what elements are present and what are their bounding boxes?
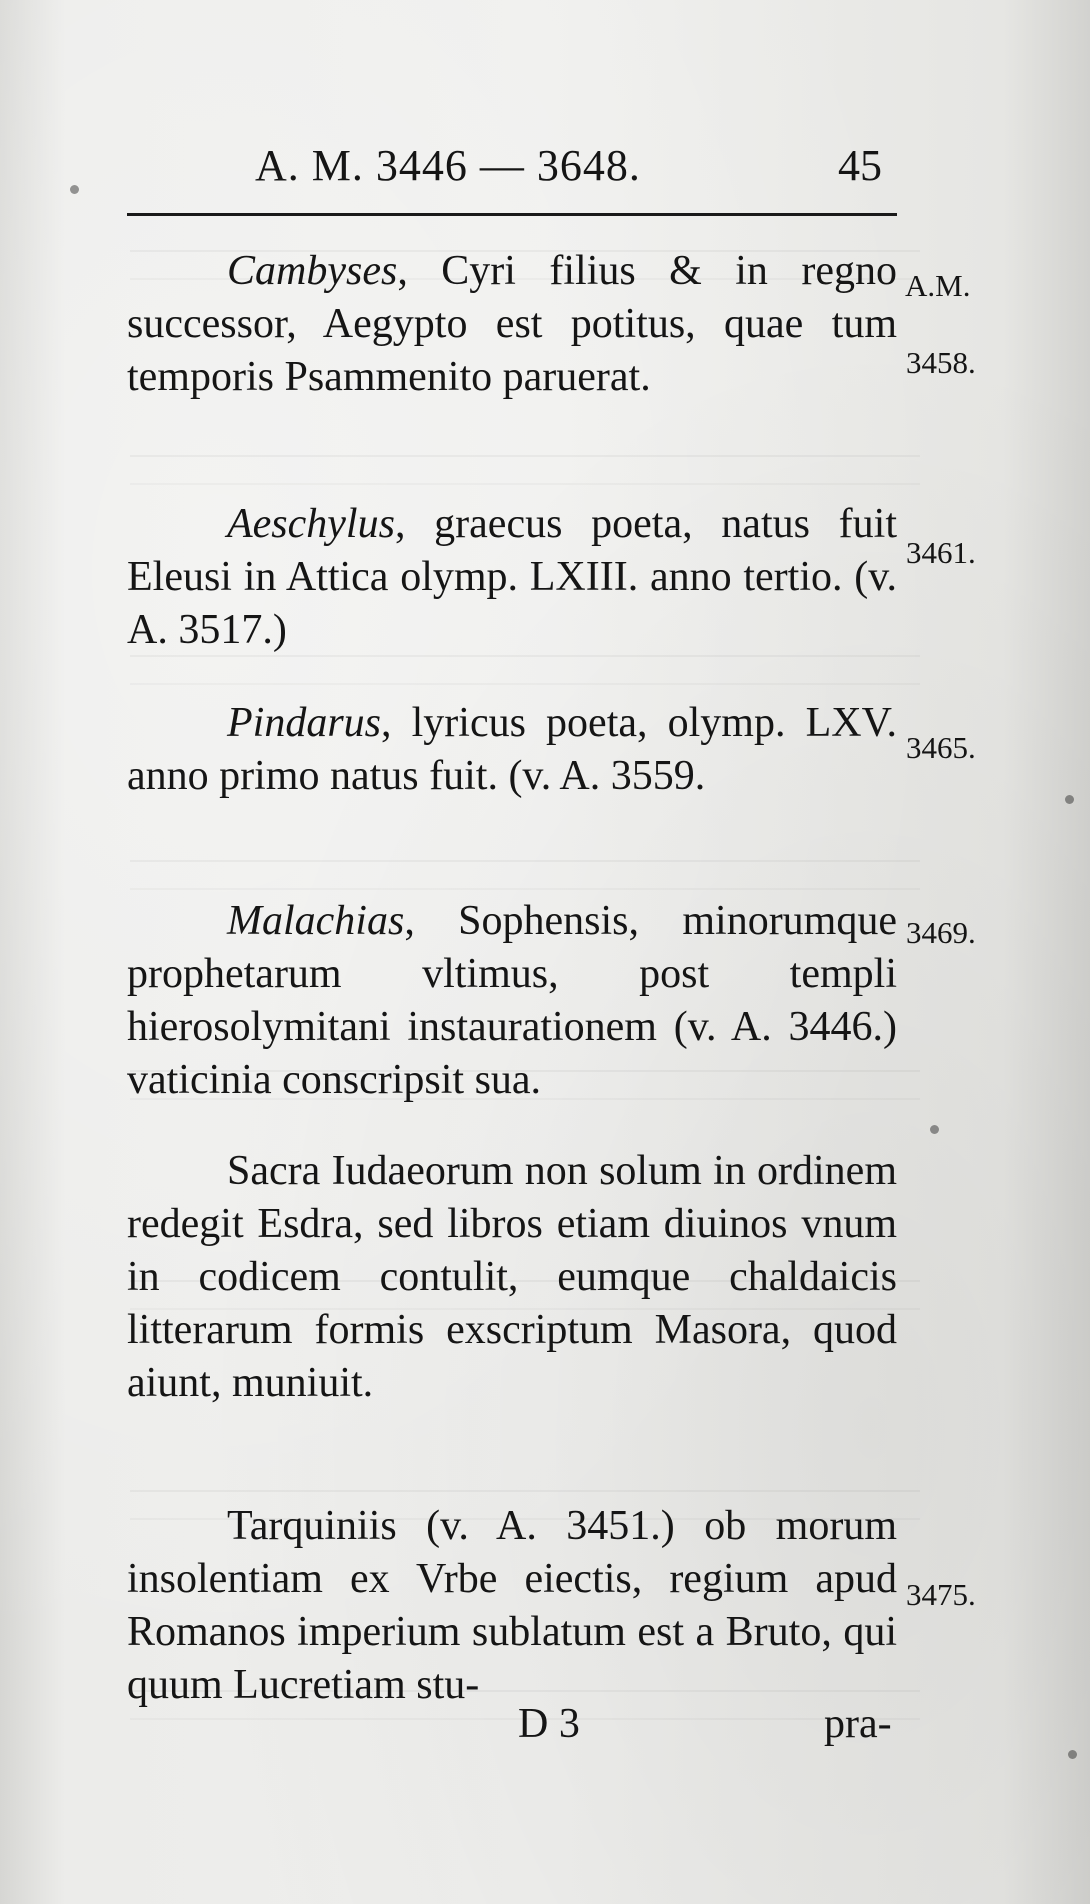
paragraph-tarquiniis — [127, 1500, 897, 1712]
header-rule — [127, 213, 897, 216]
margin-year: 3465. — [906, 730, 976, 765]
show-through — [130, 455, 920, 485]
person-name: Aeschylus — [227, 501, 395, 547]
page-number: 45 — [838, 141, 882, 190]
paragraph-malachias — [127, 895, 897, 1107]
person-name: Cambyses — [227, 248, 398, 294]
paper-speck — [1068, 1750, 1077, 1759]
paper-speck — [70, 185, 79, 194]
paragraph-aeschylus — [127, 498, 897, 657]
paragraph-text: , graecus poeta, natus fuit Eleusi in Attica olymp. LXIII. anno tertio. (v. A. 3517.) — [127, 501, 897, 653]
signature-mark: D 3 — [518, 1701, 580, 1747]
paragraph-text: , Sophensis, minorumque prophetarum vltimus, post templi hierosolymitani instaurationem (v. A. 3446.) vaticinia conscripsit sua. — [127, 898, 897, 1103]
catchword: pra- — [824, 1701, 892, 1747]
person-name: Pindarus — [227, 700, 382, 746]
margin-year: 3461. — [906, 535, 976, 570]
person-name: Malachias — [227, 898, 405, 944]
show-through — [130, 655, 920, 685]
margin-year: A.M. — [905, 268, 971, 303]
paragraph-text: , lyricus poeta, olymp. LXV. anno primo natus fuit. (v. A. 3559. — [127, 700, 897, 799]
margin-year: 3458. — [906, 345, 976, 380]
running-title: A. M. 3446 — 3648. — [255, 141, 641, 190]
paper-speck — [930, 1125, 939, 1134]
show-through — [130, 860, 920, 890]
paper-speck — [1065, 795, 1074, 804]
paragraph-text: , Cyri filius & in regno successor, Aegypto est potitus, quae tum temporis Psammenito paruerat. — [127, 248, 897, 400]
paragraph-pindarus — [127, 697, 897, 803]
paragraph-text: Tarquiniis (v. A. 3451.) ob morum insolentiam ex Vrbe eiectis, regium apud Romanos imperium sublatum est a Bruto, qui quum Lucretiam stu- — [127, 1503, 897, 1708]
margin-year: 3469. — [906, 915, 976, 950]
paragraph-sacra — [127, 1145, 897, 1410]
paragraph-text: Sacra Iudaeorum non solum in ordinem redegit Esdra, sed libros etiam diuinos vnum in codicem contulit, eumque chaldaicis litterarum formis exscriptum Masora, quod aiunt, muniuit. — [127, 1148, 897, 1406]
paragraph-cambyses — [127, 245, 897, 404]
margin-year: 3475. — [906, 1577, 976, 1612]
